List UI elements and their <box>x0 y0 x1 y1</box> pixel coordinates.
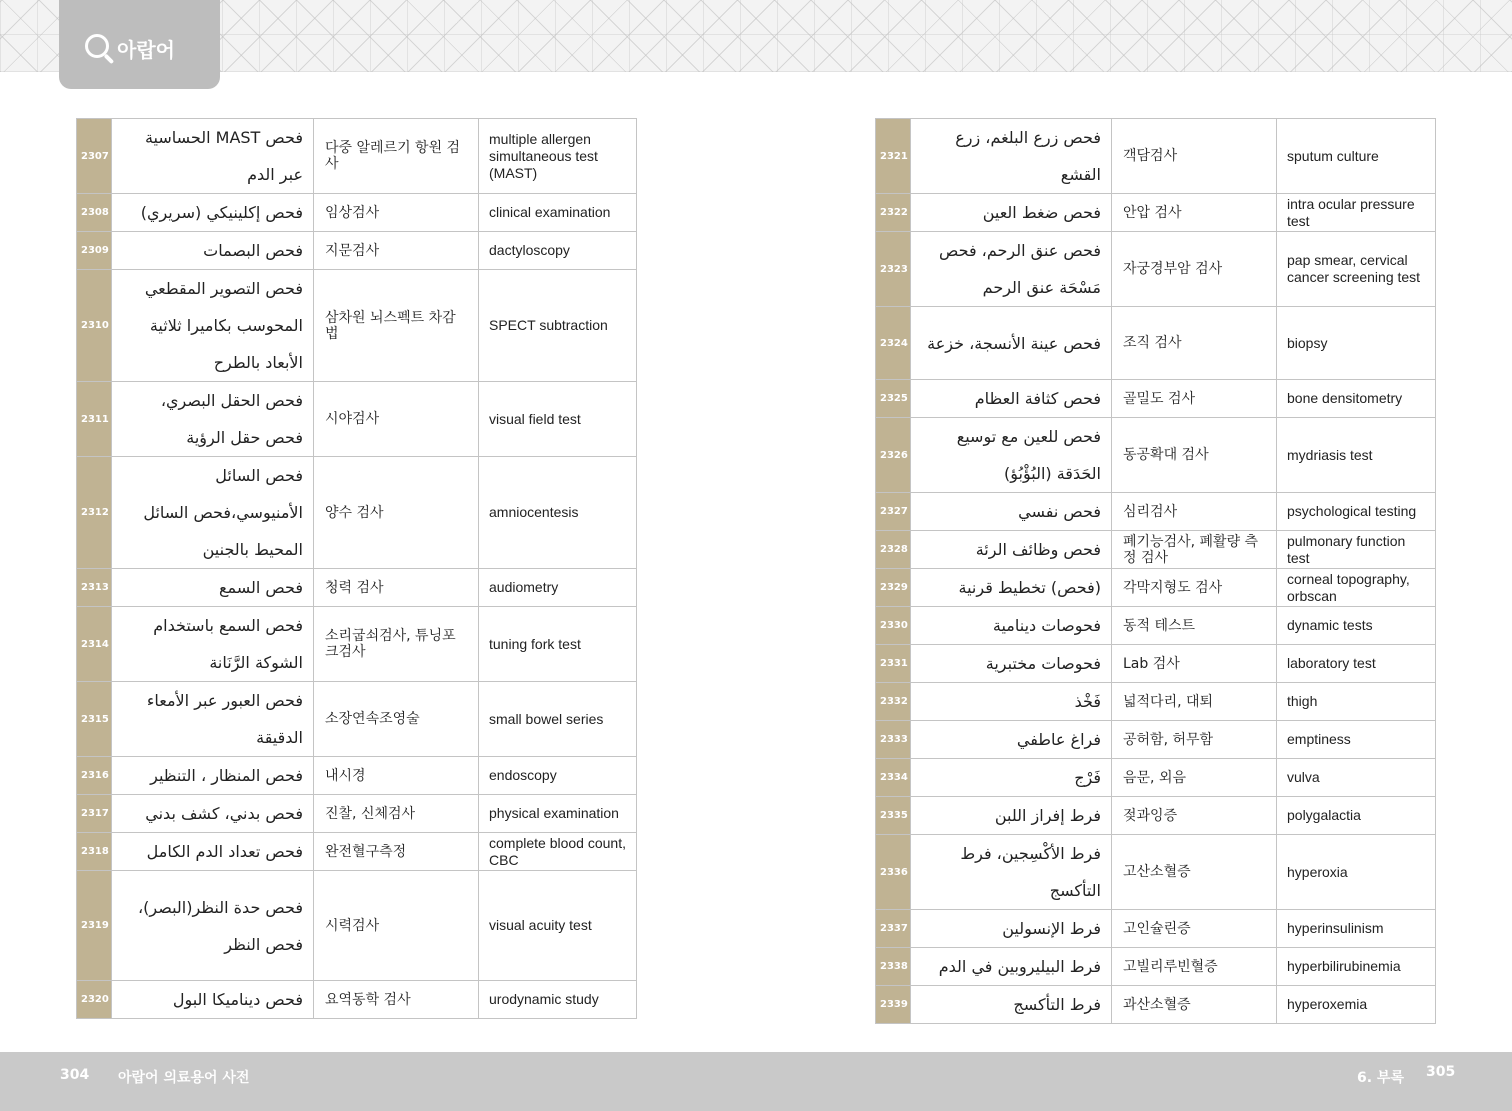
entry-number: 2335 <box>876 797 911 835</box>
english-term: biopsy <box>1277 307 1436 380</box>
table-row <box>876 493 1436 531</box>
korean-term: 객담검사 <box>1112 119 1277 194</box>
arabic-term: فحص ضغط العين <box>911 194 1112 232</box>
entry-number: 2311 <box>77 382 112 457</box>
book-title: 아랍어 의료용어 사전 <box>118 1070 250 1086</box>
language-label: 아랍어 <box>117 38 175 62</box>
table-row <box>876 531 1436 569</box>
entry-number: 2332 <box>876 683 911 721</box>
korean-term: 골밀도 검사 <box>1112 380 1277 418</box>
arabic-term: فحص زرع البلغم، زرع القشع <box>911 119 1112 194</box>
arabic-term: فحص البصمات <box>112 232 314 270</box>
table-row <box>77 871 637 981</box>
arabic-term: فرط التأكسج <box>911 986 1112 1024</box>
korean-term: 소리굽쇠검사, 튜닝포크검사 <box>314 607 479 682</box>
english-term: laboratory test <box>1277 645 1436 683</box>
arabic-term: فحص وظائف الرئة <box>911 531 1112 569</box>
entry-number: 2326 <box>876 418 911 493</box>
english-term: hyperoxia <box>1277 835 1436 910</box>
table-row <box>876 910 1436 948</box>
arabic-term: فرط الإنسولين <box>911 910 1112 948</box>
arabic-term: فحص المنظار ، التنظير <box>112 757 314 795</box>
arabic-term: فحص نفسي <box>911 493 1112 531</box>
korean-term: 폐기능검사, 폐활량 측정 검사 <box>1112 531 1277 569</box>
korean-term: 삼차원 뇌스펙트 차감법 <box>314 270 479 382</box>
english-term: thigh <box>1277 683 1436 721</box>
korean-term: 고빌리루빈혈증 <box>1112 948 1277 986</box>
entry-number: 2328 <box>876 531 911 569</box>
table-row <box>77 795 637 833</box>
entry-number: 2337 <box>876 910 911 948</box>
entry-number: 2319 <box>77 871 112 981</box>
entry-number: 2315 <box>77 682 112 757</box>
left-dictionary-table <box>76 118 637 1019</box>
korean-term: 공허함, 허무함 <box>1112 721 1277 759</box>
english-term: vulva <box>1277 759 1436 797</box>
entry-number: 2336 <box>876 835 911 910</box>
entry-number: 2323 <box>876 232 911 307</box>
english-term: hyperoxemia <box>1277 986 1436 1024</box>
english-term: emptiness <box>1277 721 1436 759</box>
english-term: SPECT subtraction <box>479 270 637 382</box>
english-term: intra ocular pressure test <box>1277 194 1436 232</box>
table-row <box>77 757 637 795</box>
korean-term: 시야검사 <box>314 382 479 457</box>
page-number-left: 304 <box>60 1067 90 1083</box>
arabic-term: فحص ديناميكا البول <box>112 981 314 1019</box>
english-term: dactyloscopy <box>479 232 637 270</box>
korean-term: 요역동학 검사 <box>314 981 479 1019</box>
arabic-term: فحص التصوير المقطعي المحوسب بكاميرا ثلاثية الأبعاد بالطرح <box>112 270 314 382</box>
english-term: complete blood count, CBC <box>479 833 637 871</box>
english-term: hyperinsulinism <box>1277 910 1436 948</box>
arabic-term: فحص MAST الحساسية عبر الدم <box>112 119 314 194</box>
korean-term: 과산소혈증 <box>1112 986 1277 1024</box>
arabic-term: فرط الأكْسِجين، فرط التأكسج <box>911 835 1112 910</box>
arabic-term: فَرْج <box>911 759 1112 797</box>
arabic-term: فرط البيليروبين في الدم <box>911 948 1112 986</box>
korean-term: 자궁경부암 검사 <box>1112 232 1277 307</box>
entry-number: 2327 <box>876 493 911 531</box>
table-row <box>77 382 637 457</box>
page-footer <box>0 1052 1512 1111</box>
entry-number: 2312 <box>77 457 112 569</box>
table-row <box>876 418 1436 493</box>
arabic-term: فحص كثافة العظام <box>911 380 1112 418</box>
entry-number: 2324 <box>876 307 911 380</box>
arabic-term: فحوصات دينامية <box>911 607 1112 645</box>
table-row <box>876 645 1436 683</box>
korean-term: 고산소혈증 <box>1112 835 1277 910</box>
korean-term: 고인슐린증 <box>1112 910 1277 948</box>
korean-term: 다중 알레르기 항원 검사 <box>314 119 479 194</box>
entry-number: 2310 <box>77 270 112 382</box>
table-row <box>77 682 637 757</box>
english-term: clinical examination <box>479 194 637 232</box>
right-dictionary-table <box>875 118 1436 1024</box>
korean-term: 양수 검사 <box>314 457 479 569</box>
table-row <box>876 721 1436 759</box>
entry-number: 2322 <box>876 194 911 232</box>
korean-term: 동공확대 검사 <box>1112 418 1277 493</box>
arabic-term: فحص الحقل البصري، فحص حقل الرؤية <box>112 382 314 457</box>
table-row <box>77 119 637 194</box>
arabic-term: فحص السائل الأمنيوسي،فحص السائل المحيط بالجنين <box>112 457 314 569</box>
english-term: corneal topography, orbscan <box>1277 569 1436 607</box>
table-row <box>876 194 1436 232</box>
english-term: endoscopy <box>479 757 637 795</box>
table-row <box>77 232 637 270</box>
entry-number: 2318 <box>77 833 112 871</box>
entry-number: 2333 <box>876 721 911 759</box>
entry-number: 2334 <box>876 759 911 797</box>
korean-term: 조직 검사 <box>1112 307 1277 380</box>
english-term: multiple allergen simultaneous test (MAST) <box>479 119 637 194</box>
arabic-term: فحص السمع <box>112 569 314 607</box>
entry-number: 2317 <box>77 795 112 833</box>
english-term: mydriasis test <box>1277 418 1436 493</box>
english-term: sputum culture <box>1277 119 1436 194</box>
table-row <box>876 986 1436 1024</box>
table-row <box>77 833 637 871</box>
entry-number: 2329 <box>876 569 911 607</box>
english-term: visual field test <box>479 382 637 457</box>
korean-term: 심리검사 <box>1112 493 1277 531</box>
entry-number: 2307 <box>77 119 112 194</box>
english-term: bone densitometry <box>1277 380 1436 418</box>
english-term: small bowel series <box>479 682 637 757</box>
entry-number: 2313 <box>77 569 112 607</box>
english-term: hyperbilirubinemia <box>1277 948 1436 986</box>
table-row <box>876 380 1436 418</box>
table-row <box>876 569 1436 607</box>
table-row <box>876 683 1436 721</box>
english-term: pulmonary function test <box>1277 531 1436 569</box>
korean-term: 젖과잉증 <box>1112 797 1277 835</box>
search-icon <box>85 34 115 64</box>
korean-term: 임상검사 <box>314 194 479 232</box>
korean-term: 내시경 <box>314 757 479 795</box>
english-term: amniocentesis <box>479 457 637 569</box>
english-term: polygalactia <box>1277 797 1436 835</box>
arabic-term: فحص عينة الأنسجة، خزعة <box>911 307 1112 380</box>
arabic-term: فَخْذ <box>911 683 1112 721</box>
korean-term: 시력검사 <box>314 871 479 981</box>
table-row <box>876 759 1436 797</box>
table-row <box>876 797 1436 835</box>
arabic-term: فحص للعين مع توسيع الحَدَقة (البُؤْبُؤ) <box>911 418 1112 493</box>
table-row <box>876 119 1436 194</box>
header-pattern <box>0 0 1512 72</box>
table-row <box>77 194 637 232</box>
table-row <box>876 948 1436 986</box>
entry-number: 2316 <box>77 757 112 795</box>
arabic-term: فحص السمع باستخدام الشوكة الرَّنَانة <box>112 607 314 682</box>
entry-number: 2339 <box>876 986 911 1024</box>
entry-number: 2314 <box>77 607 112 682</box>
english-term: physical examination <box>479 795 637 833</box>
table-row <box>876 607 1436 645</box>
english-term: tuning fork test <box>479 607 637 682</box>
arabic-term: فراغ عاطفي <box>911 721 1112 759</box>
english-term: urodynamic study <box>479 981 637 1019</box>
arabic-term: فحص إكلينيكي (سريري) <box>112 194 314 232</box>
english-term: dynamic tests <box>1277 607 1436 645</box>
table-row <box>77 569 637 607</box>
arabic-term: فحص حدة النظر(البصر)، فحص النظر <box>112 871 314 981</box>
english-term: audiometry <box>479 569 637 607</box>
entry-number: 2330 <box>876 607 911 645</box>
entry-number: 2338 <box>876 948 911 986</box>
table-row <box>77 981 637 1019</box>
korean-term: 안압 검사 <box>1112 194 1277 232</box>
korean-term: 각막지형도 검사 <box>1112 569 1277 607</box>
language-tab <box>59 0 220 89</box>
korean-term: 동적 테스트 <box>1112 607 1277 645</box>
korean-term: Lab 검사 <box>1112 645 1277 683</box>
english-term: psychological testing <box>1277 493 1436 531</box>
table-row <box>77 607 637 682</box>
entry-number: 2321 <box>876 119 911 194</box>
arabic-term: فحوصات مختبرية <box>911 645 1112 683</box>
table-row <box>876 835 1436 910</box>
table-row <box>876 232 1436 307</box>
table-row <box>77 270 637 382</box>
arabic-term: فحص تعداد الدم الكامل <box>112 833 314 871</box>
arabic-term: فحص العبور عبر الأمعاء الدقيقة <box>112 682 314 757</box>
korean-term: 지문검사 <box>314 232 479 270</box>
arabic-term: فحص بدني، كشف بدني <box>112 795 314 833</box>
entry-number: 2320 <box>77 981 112 1019</box>
korean-term: 소장연속조영술 <box>314 682 479 757</box>
english-term: pap smear, cervical cancer screening test <box>1277 232 1436 307</box>
section-label: 6. 부록 <box>1357 1070 1404 1086</box>
entry-number: 2308 <box>77 194 112 232</box>
arabic-term: (فحص) تخطيط قرنية <box>911 569 1112 607</box>
korean-term: 진찰, 신체검사 <box>314 795 479 833</box>
korean-term: 음문, 외음 <box>1112 759 1277 797</box>
arabic-term: فرط إفراز اللبن <box>911 797 1112 835</box>
entry-number: 2325 <box>876 380 911 418</box>
entry-number: 2331 <box>876 645 911 683</box>
entry-number: 2309 <box>77 232 112 270</box>
korean-term: 완전혈구측정 <box>314 833 479 871</box>
arabic-term: فحص عنق الرحم، فحص مَسْحَة عنق الرحم <box>911 232 1112 307</box>
korean-term: 넓적다리, 대퇴 <box>1112 683 1277 721</box>
table-row <box>77 457 637 569</box>
table-row <box>876 307 1436 380</box>
korean-term: 청력 검사 <box>314 569 479 607</box>
page-number-right: 305 <box>1426 1064 1456 1080</box>
english-term: visual acuity test <box>479 871 637 981</box>
